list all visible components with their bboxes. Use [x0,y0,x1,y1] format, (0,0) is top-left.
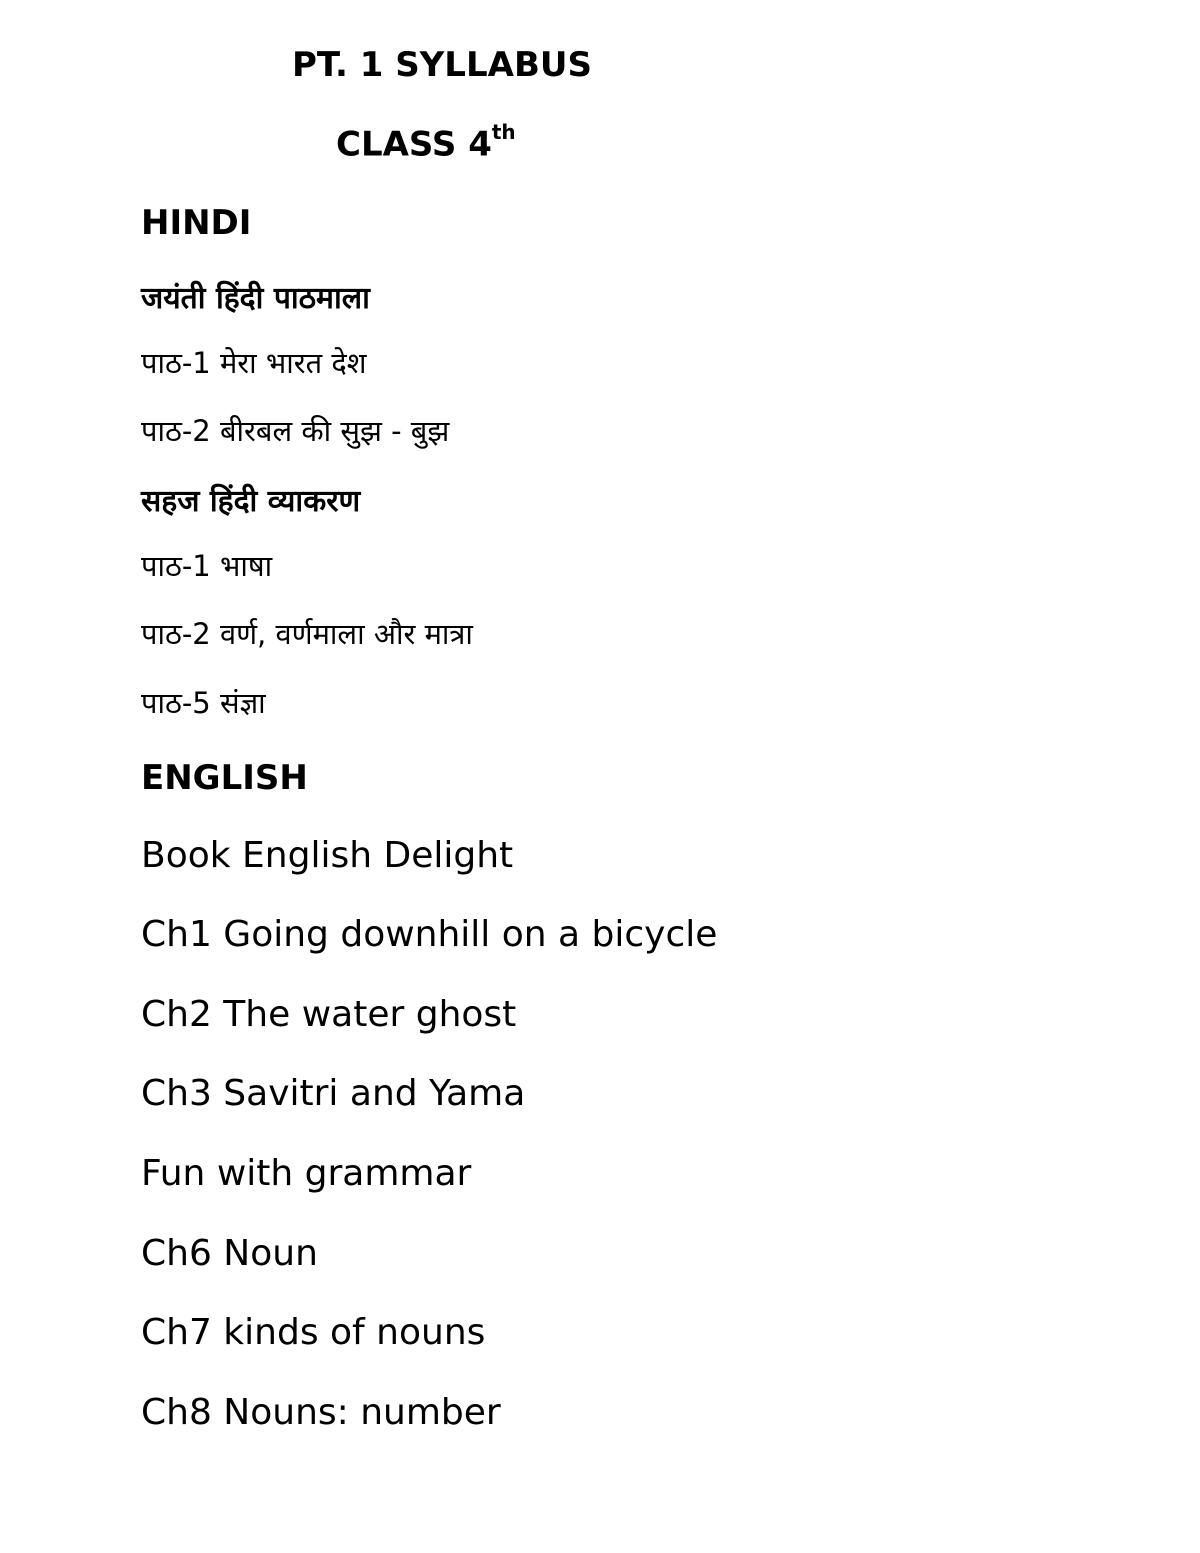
hindi-book1-title: जयंती हिंदी पाठमाला [141,281,370,316]
hindi-book2-title: सहज हिंदी व्याकरण [141,484,361,519]
page-title: PT. 1 SYLLABUS [292,45,592,85]
class-suffix: th [491,120,516,144]
english-item: Book English Delight [141,835,514,876]
english-item: Ch1 Going downhill on a bicycle [141,914,718,955]
hindi-book2-item: पाठ-5 संज्ञा [141,686,266,720]
english-item: Ch2 The water ghost [141,994,517,1035]
hindi-heading: HINDI [141,203,252,243]
english-item: Ch6 Noun [141,1233,318,1274]
hindi-book2-item: पाठ-1 भाषा [141,549,273,583]
english-item: Ch3 Savitri and Yama [141,1073,526,1114]
english-heading: ENGLISH [141,758,308,798]
class-heading [336,120,516,165]
hindi-book2-item: पाठ-2 वर्ण, वर्णमाला और मात्रा [141,617,473,651]
hindi-book1-item: पाठ-2 बीरबल की सुझ - बुझ [141,414,450,448]
hindi-book1-item: पाठ-1 मेरा भारत देश [141,346,367,380]
english-item: Ch7 kinds of nouns [141,1312,486,1353]
class-label: CLASS 4 [336,124,492,165]
english-item: Ch8 Nouns: number [141,1392,501,1433]
english-item: Fun with grammar [141,1153,472,1194]
